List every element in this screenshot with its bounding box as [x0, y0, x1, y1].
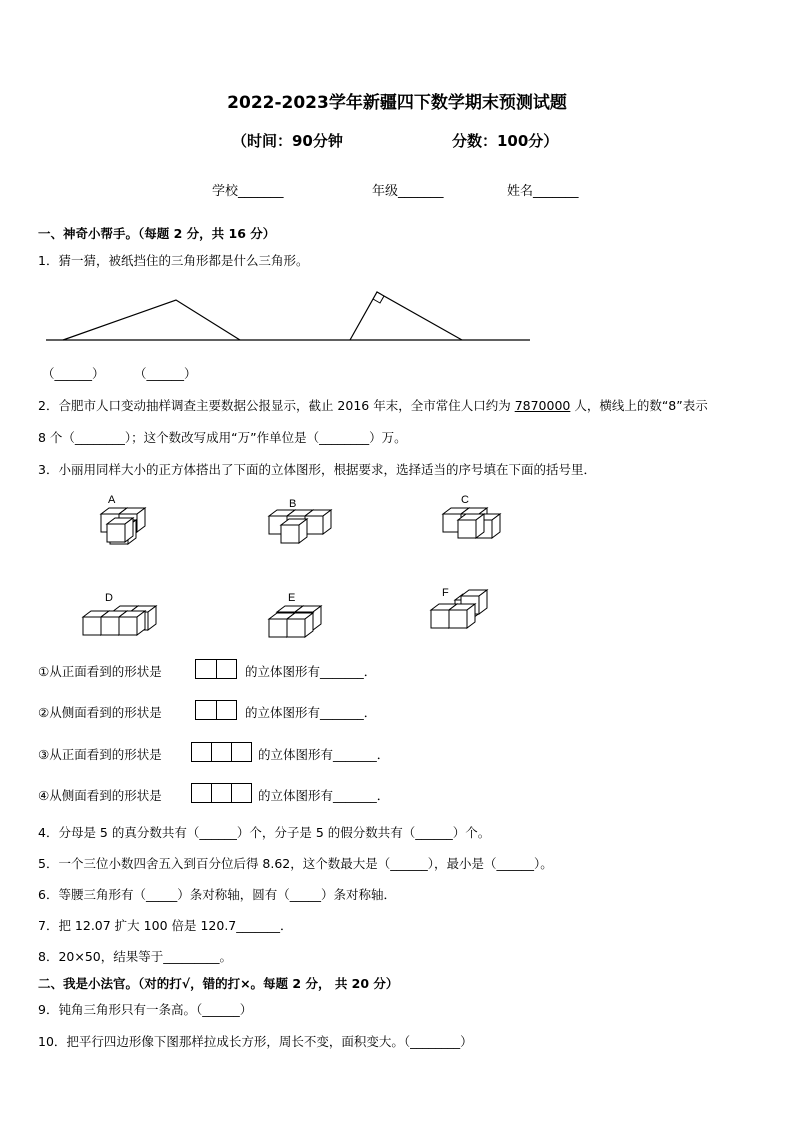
- question-7: 7．把 12.07 扩大 100 倍是 120.7_______．: [38, 918, 293, 933]
- section-1-heading: 一、神奇小帮手。（每题 2 分，共 16 分）: [38, 226, 276, 241]
- figure-label-d: D: [105, 592, 113, 604]
- figure-label-b: B: [289, 498, 297, 510]
- unit-cube: [107, 518, 133, 542]
- question-8: 8．20×50，结果等于_________。: [38, 949, 232, 964]
- question-10: 10．把平行四边形像下图那样拉成长方形，周长不变，面积变大。（________）: [38, 1034, 473, 1049]
- unit-cube: [281, 519, 307, 543]
- exam-score: 分数：100分）: [452, 132, 559, 150]
- figure-label-a: A: [108, 494, 116, 506]
- question-6: 6．等腰三角形有（_____）条对称轴，圆有（_____）条对称轴．: [38, 887, 396, 902]
- q3-sub-4-suffix[interactable]: 的立体图形有_______．: [258, 788, 390, 803]
- question-2-line-2: 8 个（________）；这个数改写成用“万”作单位是（________）万。: [38, 430, 407, 445]
- two-square-shape: [195, 659, 237, 679]
- q3-sub-1-prefix: ①从正面看到的形状是: [38, 664, 162, 679]
- school-field[interactable]: 学校_______: [212, 184, 284, 199]
- unit-cube: [305, 510, 331, 534]
- unit-cube: [449, 604, 475, 628]
- q2-text-a: 2．合肥市人口变动抽样调查主要数据公报显示，截止 2016 年末，全市常住人口约为: [38, 398, 515, 413]
- q2-number: 7870000: [514, 398, 571, 413]
- unit-cube: [287, 613, 313, 637]
- q3-sub-3-suffix[interactable]: 的立体图形有_______．: [258, 747, 390, 762]
- question-1: 1．猜一猜，被纸挡住的三角形都是什么三角形。: [38, 253, 309, 268]
- q3-sub-4-prefix: ④从侧面看到的形状是: [38, 788, 162, 803]
- q3-sub-3-prefix: ③从正面看到的形状是: [38, 747, 162, 762]
- unit-cube: [458, 514, 484, 538]
- q3-sub-1-suffix[interactable]: 的立体图形有_______．: [245, 664, 377, 679]
- figure-label-e: E: [288, 592, 296, 604]
- three-square-shape: [191, 783, 252, 803]
- q3-sub-2-suffix[interactable]: 的立体图形有_______．: [245, 705, 377, 720]
- three-square-shape: [191, 742, 252, 762]
- question-4: 4．分母是 5 的真分数共有（______）个，分子是 5 的假分数共有（______）个。: [38, 825, 491, 840]
- question-9: 9．钝角三角形只有一条高。（______）: [38, 1002, 253, 1017]
- unit-cube: [119, 611, 145, 635]
- q2-text-b: 人，横线上的数“8”表示: [570, 398, 708, 413]
- grade-field[interactable]: 年级_______: [372, 184, 444, 199]
- two-square-shape: [195, 700, 237, 720]
- question-3: 3．小丽用同样大小的正方体搭出了下面的立体图形，根据要求，选择适当的序号填在下面的括号里．: [38, 462, 596, 477]
- name-field[interactable]: 姓名_______: [507, 184, 579, 199]
- figure-label-f: F: [442, 587, 449, 599]
- page-title: 2022-2023学年新疆四下数学期末预测试题: [227, 93, 567, 113]
- question-5: 5．一个三位小数四舍五入到百分位后得 8.62，这个数最大是（______），最小是（______）。: [38, 856, 553, 871]
- section-2-heading: 二、我是小法官。（对的打√，错的打×。每题 2 分， 共 20 分）: [38, 976, 399, 991]
- figure-label-c: C: [461, 494, 469, 506]
- q1-answer-blank-2[interactable]: （______）: [134, 366, 197, 381]
- exam-time: （时间：90分钟: [232, 132, 343, 150]
- q1-answer-blank-1[interactable]: （______）: [42, 366, 105, 381]
- q3-sub-2-prefix: ②从侧面看到的形状是: [38, 705, 162, 720]
